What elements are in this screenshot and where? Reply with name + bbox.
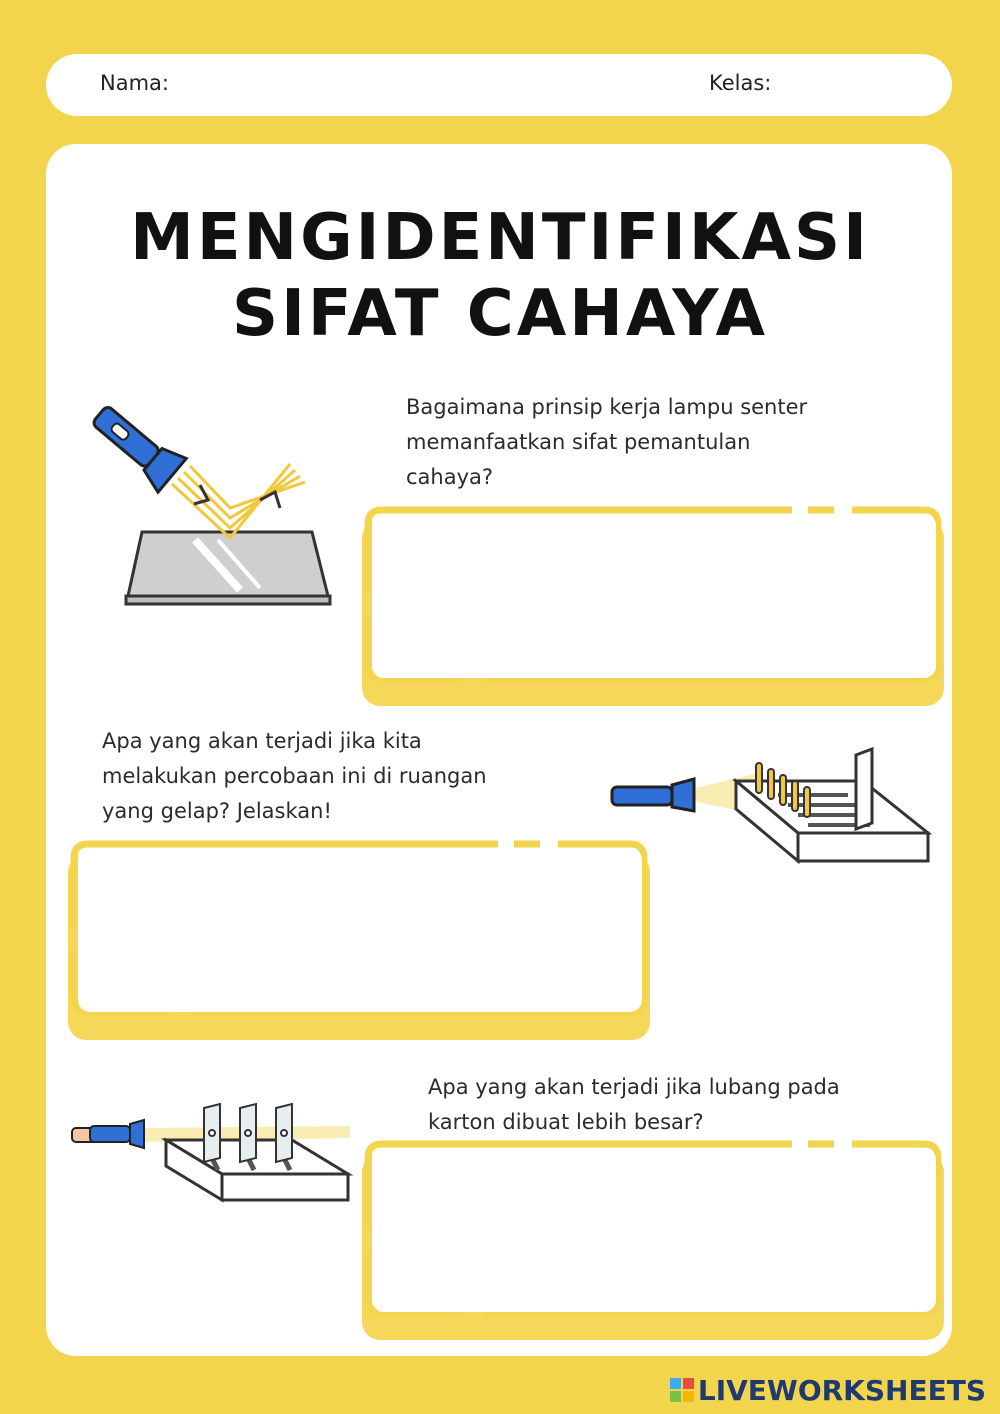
answer-input-1[interactable] (372, 514, 936, 678)
answer-box-2 (68, 840, 650, 1040)
question-3-text: Apa yang akan terjadi jika lubang pada karton dibuat lebih besar? (428, 1075, 840, 1134)
class-label: Kelas: (709, 71, 772, 95)
name-label: Nama: (100, 71, 169, 95)
answer-input-3[interactable] (372, 1148, 936, 1312)
answer-input-2[interactable] (78, 848, 642, 1012)
liveworksheets-mark-icon (670, 1378, 694, 1402)
page-title (0, 200, 1000, 352)
liveworksheets-brand-text: LIVEWORKSHEETS (697, 1374, 986, 1407)
flashlight-comb-light-experiment-illustration (608, 745, 938, 870)
name-class-bar (46, 54, 952, 116)
flashlight-reflection-mirror-illustration (90, 400, 340, 615)
answer-box-1 (362, 506, 944, 706)
title-line-2: SIFAT CAHAYA (232, 277, 768, 351)
answer-box-3 (362, 1140, 944, 1340)
question-2-text: Apa yang akan terjadi jika kita melakukan percobaan ini di ruangan yang gelap? Jelaskan! (102, 729, 487, 823)
flashlight-cardboard-holes-illustration (70, 1098, 355, 1208)
title-line-1: MENGIDENTIFIKASI (130, 201, 870, 275)
liveworksheets-logo (670, 1374, 986, 1407)
question-1-text: Bagaimana prinsip kerja lampu senter memanfaatkan sifat pemantulan cahaya? (406, 395, 808, 489)
